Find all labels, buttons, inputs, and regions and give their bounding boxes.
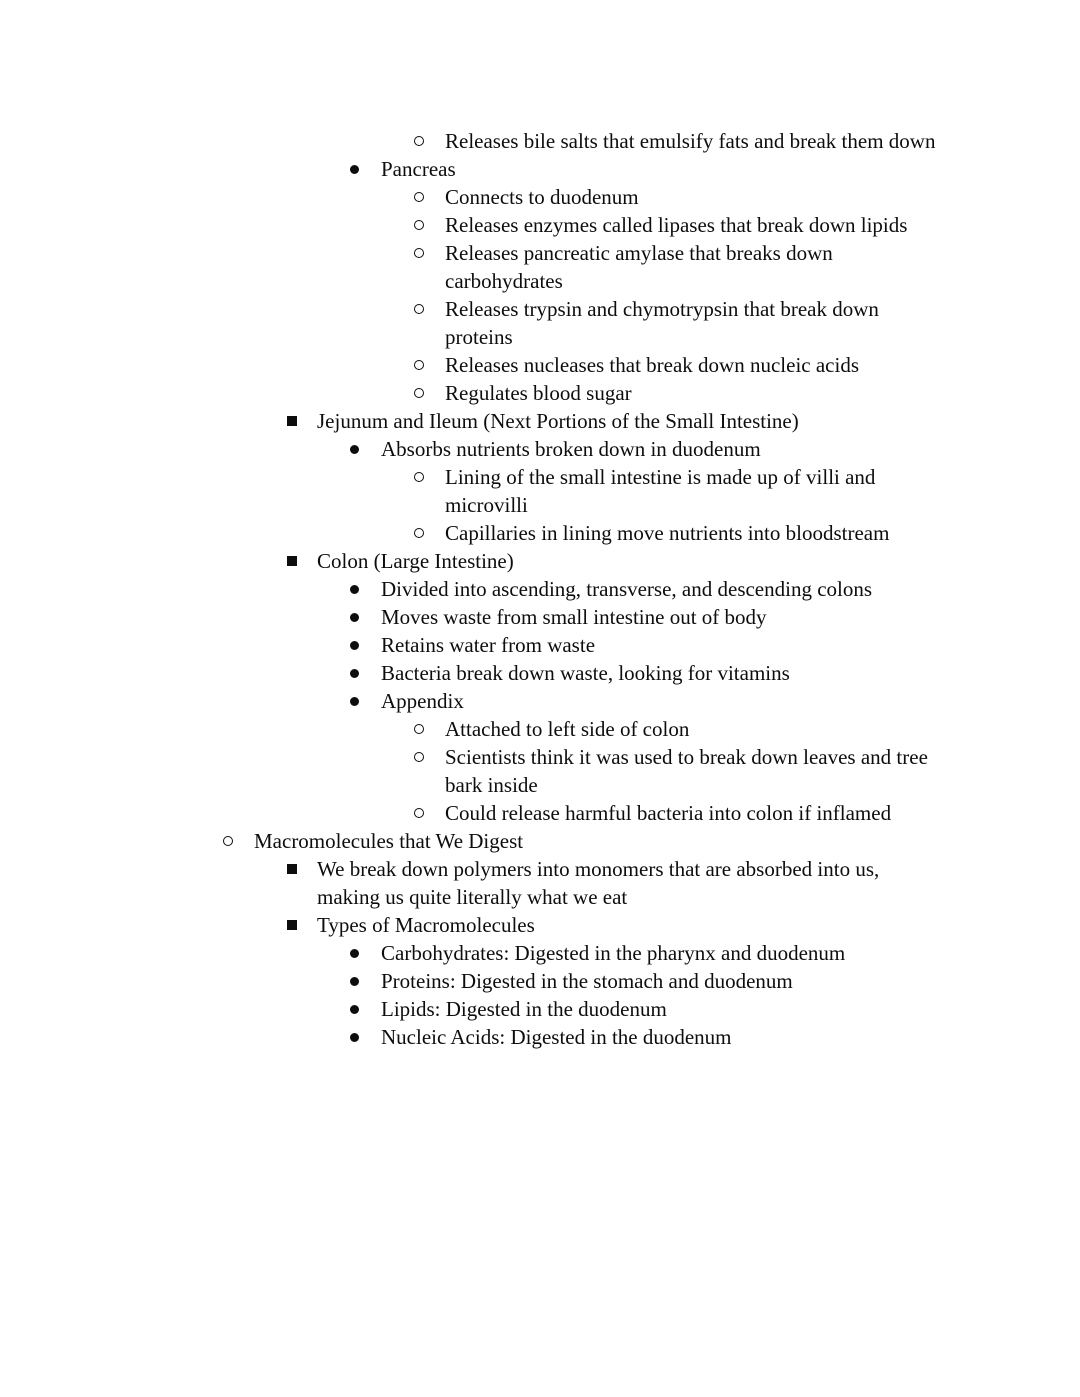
list-item xyxy=(0,183,1080,211)
list-item xyxy=(0,603,1080,631)
list-item xyxy=(0,295,1080,351)
circle-bullet-icon xyxy=(414,724,424,734)
list-item xyxy=(0,127,1080,155)
circle-bullet-icon xyxy=(223,836,233,846)
list-item xyxy=(0,799,1080,827)
document-body xyxy=(0,127,1080,1051)
list-item-line: Lining of the small intestine is made up of villi and xyxy=(445,465,876,489)
list-item-line: Releases enzymes called lipases that break down lipids xyxy=(445,213,908,237)
disc-bullet-icon xyxy=(350,445,359,454)
list-item xyxy=(0,407,1080,435)
circle-bullet-icon xyxy=(414,220,424,230)
list-item-line: Moves waste from small intestine out of body xyxy=(381,605,767,629)
square-bullet-icon xyxy=(287,556,297,566)
list-item-line: Releases nucleases that break down nucleic acids xyxy=(445,353,860,377)
list-item xyxy=(0,939,1080,967)
list-item-line: Retains water from waste xyxy=(381,633,596,657)
list-item-line: making us quite literally what we eat xyxy=(317,885,628,909)
list-item xyxy=(0,967,1080,995)
list-item-line: bark inside xyxy=(445,773,538,797)
list-item xyxy=(0,155,1080,183)
list-item-line: Regulates blood sugar xyxy=(445,381,632,405)
list-item-line: Nucleic Acids: Digested in the duodenum xyxy=(381,1025,732,1049)
list-item-line: Could release harmful bacteria into colon if inflamed xyxy=(445,801,892,825)
list-item-line: Jejunum and Ileum (Next Portions of the Small Intestine) xyxy=(317,409,799,433)
list-item xyxy=(0,827,1080,855)
list-item-line: Absorbs nutrients broken down in duodenum xyxy=(381,437,761,461)
square-bullet-icon xyxy=(287,920,297,930)
list-item xyxy=(0,855,1080,911)
disc-bullet-icon xyxy=(350,1005,359,1014)
list-item xyxy=(0,519,1080,547)
list-item xyxy=(0,211,1080,239)
list-item xyxy=(0,463,1080,519)
list-item-line: Macromolecules that We Digest xyxy=(254,829,524,853)
list-item-line: Appendix xyxy=(381,689,464,713)
list-item-line: carbohydrates xyxy=(445,269,563,293)
disc-bullet-icon xyxy=(350,949,359,958)
document-list xyxy=(0,127,1080,1051)
list-item-line: Types of Macromolecules xyxy=(317,913,535,937)
list-item-line: Releases bile salts that emulsify fats and break them down xyxy=(445,129,936,153)
list-item-line: Releases trypsin and chymotrypsin that break down xyxy=(445,297,879,321)
square-bullet-icon xyxy=(287,864,297,874)
list-item-line: Scientists think it was used to break down leaves and tree xyxy=(445,745,928,769)
list-item-line: Capillaries in lining move nutrients into bloodstream xyxy=(445,521,890,545)
list-item xyxy=(0,575,1080,603)
disc-bullet-icon xyxy=(350,641,359,650)
list-item-line: Bacteria break down waste, looking for vitamins xyxy=(381,661,790,685)
list-item xyxy=(0,1023,1080,1051)
list-item xyxy=(0,435,1080,463)
circle-bullet-icon xyxy=(414,808,424,818)
list-item xyxy=(0,239,1080,295)
list-item xyxy=(0,631,1080,659)
list-item-line: Carbohydrates: Digested in the pharynx and duodenum xyxy=(381,941,846,965)
disc-bullet-icon xyxy=(350,977,359,986)
list-item xyxy=(0,911,1080,939)
list-item-line: Proteins: Digested in the stomach and duodenum xyxy=(381,969,793,993)
circle-bullet-icon xyxy=(414,360,424,370)
disc-bullet-icon xyxy=(350,613,359,622)
disc-bullet-icon xyxy=(350,669,359,678)
circle-bullet-icon xyxy=(414,528,424,538)
list-item-line: microvilli xyxy=(445,493,528,517)
list-item xyxy=(0,351,1080,379)
square-bullet-icon xyxy=(287,416,297,426)
list-item-line: Pancreas xyxy=(381,157,456,181)
list-item xyxy=(0,687,1080,715)
disc-bullet-icon xyxy=(350,585,359,594)
circle-bullet-icon xyxy=(414,192,424,202)
circle-bullet-icon xyxy=(414,752,424,762)
list-item-line: Attached to left side of colon xyxy=(445,717,690,741)
list-item xyxy=(0,379,1080,407)
list-item xyxy=(0,743,1080,799)
list-item-line: We break down polymers into monomers that are absorbed into us, xyxy=(317,857,880,881)
disc-bullet-icon xyxy=(350,1033,359,1042)
list-item xyxy=(0,995,1080,1023)
list-item-line: proteins xyxy=(445,325,513,349)
list-item-line: Lipids: Digested in the duodenum xyxy=(381,997,667,1021)
list-item xyxy=(0,659,1080,687)
circle-bullet-icon xyxy=(414,136,424,146)
list-item-line: Connects to duodenum xyxy=(445,185,639,209)
circle-bullet-icon xyxy=(414,388,424,398)
list-item-line: Divided into ascending, transverse, and descending colons xyxy=(381,577,873,601)
list-item-line: Releases pancreatic amylase that breaks down xyxy=(445,241,833,265)
list-item xyxy=(0,547,1080,575)
circle-bullet-icon xyxy=(414,248,424,258)
list-item-line: Colon (Large Intestine) xyxy=(317,549,514,573)
circle-bullet-icon xyxy=(414,304,424,314)
disc-bullet-icon xyxy=(350,165,359,174)
disc-bullet-icon xyxy=(350,697,359,706)
list-item xyxy=(0,715,1080,743)
circle-bullet-icon xyxy=(414,472,424,482)
